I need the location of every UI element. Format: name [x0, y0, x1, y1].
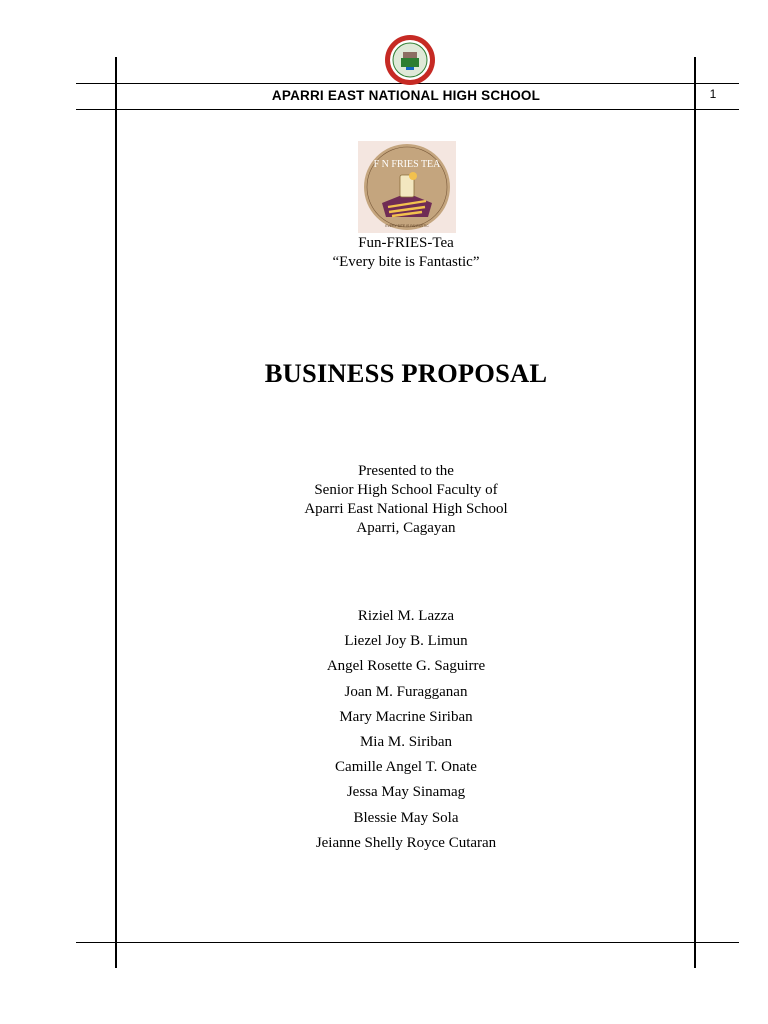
fun-fries-tea-logo-icon	[358, 141, 456, 233]
school-name-header: APARRI EAST NATIONAL HIGH SCHOOL	[271, 88, 541, 103]
member-name: Camille Angel T. Onate	[335, 759, 477, 776]
member-name: Mia M. Siriban	[359, 733, 453, 750]
member-name: Jessa May Sinamag	[346, 784, 466, 801]
school-seal-icon	[384, 34, 436, 86]
logo-tagline-ring-text: EVERY BITE IS FANTASTIC	[385, 224, 429, 228]
presented-line-4: Aparri, Cagayan	[356, 520, 456, 536]
member-name: Liezel Joy B. Limun	[344, 633, 468, 650]
member-name: Jeianne Shelly Royce Cutaran	[315, 834, 497, 851]
brand-block	[117, 234, 695, 272]
presented-to-block	[117, 462, 695, 538]
member-name: Angel Rosette G. Saguirre	[326, 658, 486, 675]
header-bottom-line	[76, 109, 739, 110]
page-number: 1	[709, 87, 717, 101]
member-name: Blessie May Sola	[353, 809, 459, 826]
footer-line	[76, 942, 739, 943]
presented-line-1: Presented to the	[358, 463, 454, 479]
member-name: Joan M. Furagganan	[344, 683, 468, 700]
document-title: BUSINESS PROPOSAL	[264, 358, 548, 388]
member-name: Riziel M. Lazza	[357, 608, 455, 624]
brand-slogan: “Every bite is Fantastic”	[332, 254, 480, 270]
presented-line-2: Senior High School Faculty of	[314, 482, 498, 498]
members-list	[117, 606, 695, 858]
member-name: Mary Macrine Siriban	[339, 708, 473, 725]
brand-name: Fun-FRIES-Tea	[358, 235, 454, 251]
presented-line-3: Aparri East National High School	[304, 501, 508, 517]
logo-brand-text: F N FRIES TEA	[373, 159, 441, 170]
brand-logo-container	[358, 141, 456, 233]
